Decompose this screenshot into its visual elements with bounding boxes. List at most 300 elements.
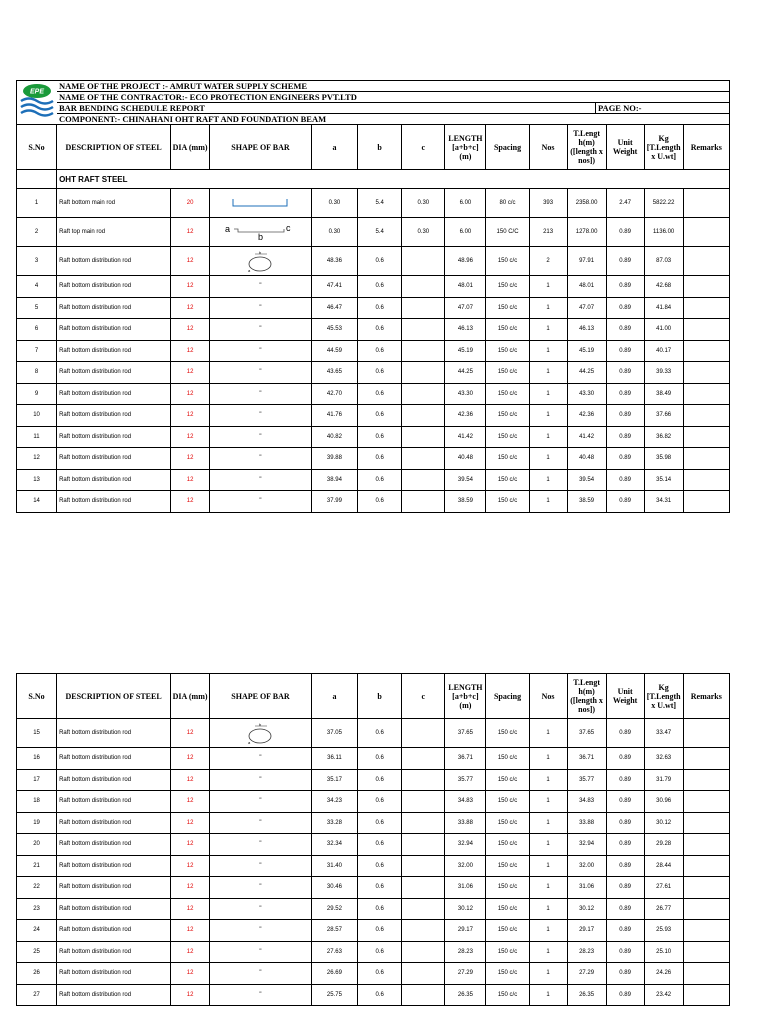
row-shape: " — [210, 791, 312, 813]
row-a: 39.88 — [311, 448, 357, 470]
row-unit-weight: 0.89 — [606, 247, 644, 276]
row-length: 28.23 — [445, 941, 486, 963]
row-sno: 26 — [17, 963, 57, 985]
row-length: 26.35 — [445, 984, 486, 1006]
row-total-length: 39.54 — [567, 469, 606, 491]
row-c — [402, 276, 445, 298]
row-kg: 29.28 — [644, 834, 683, 856]
row-unit-weight: 0.89 — [606, 877, 644, 899]
table-row — [17, 405, 730, 427]
row-spacing: 150 c/c — [486, 963, 529, 985]
row-spacing: 150 c/c — [486, 748, 529, 770]
row-total-length: 45.19 — [567, 340, 606, 362]
row-shape: " — [210, 297, 312, 319]
table-row — [17, 448, 730, 470]
row-description: Raft bottom distribution rod — [57, 405, 171, 427]
row-shape: " — [210, 276, 312, 298]
row-description: Raft bottom distribution rod — [57, 791, 171, 813]
table-row — [17, 218, 730, 247]
row-kg: 26.77 — [644, 898, 683, 920]
row-a: 45.53 — [311, 319, 357, 341]
contractor-name: NAME OF THE CONTRACTOR:- ECO PROTECTION ENGINEERS PVT.LTD — [57, 92, 729, 103]
col-dia: DIA (mm) — [171, 125, 210, 170]
row-dia: 12 — [171, 383, 210, 405]
table-row — [17, 383, 730, 405]
row-total-length: 26.35 — [567, 984, 606, 1006]
row-total-length: 33.88 — [567, 812, 606, 834]
row-nos: 1 — [529, 941, 567, 963]
row-c — [402, 297, 445, 319]
row-length: 37.65 — [445, 719, 486, 748]
row-c — [402, 855, 445, 877]
row-spacing: 150 c/c — [486, 941, 529, 963]
row-remarks — [683, 812, 729, 834]
row-description: Raft bottom distribution rod — [57, 319, 171, 341]
row-kg: 23.42 — [644, 984, 683, 1006]
row-dia: 12 — [171, 963, 210, 985]
row-description: Raft bottom distribution rod — [57, 898, 171, 920]
row-description: Raft bottom distribution rod — [57, 448, 171, 470]
row-b: 0.6 — [358, 963, 402, 985]
row-c — [402, 791, 445, 813]
row-unit-weight: 0.89 — [606, 941, 644, 963]
col-nos: Nos — [529, 674, 567, 719]
row-unit-weight: 2.47 — [606, 189, 644, 218]
row-unit-weight: 0.89 — [606, 405, 644, 427]
col-length: LENGTH [a+b+c] (m) — [445, 674, 486, 719]
row-c — [402, 383, 445, 405]
row-description: Raft bottom distribution rod — [57, 719, 171, 748]
row-shape: " — [210, 920, 312, 942]
row-description: Raft bottom distribution rod — [57, 920, 171, 942]
row-remarks — [683, 189, 729, 218]
row-total-length: 1278.00 — [567, 218, 606, 247]
row-spacing: 150 c/c — [486, 297, 529, 319]
row-sno: 22 — [17, 877, 57, 899]
col-description: DESCRIPTION OF STEEL — [57, 674, 171, 719]
row-a: 33.28 — [311, 812, 357, 834]
row-c — [402, 362, 445, 384]
row-total-length: 48.01 — [567, 276, 606, 298]
shape-label-b: b — [259, 250, 262, 255]
row-sno: 12 — [17, 448, 57, 470]
col-unit-weight: Unit Weight — [606, 674, 644, 719]
row-a: 42.70 — [311, 383, 357, 405]
row-c — [402, 719, 445, 748]
row-kg: 87.03 — [644, 247, 683, 276]
row-total-length: 43.30 — [567, 383, 606, 405]
row-c — [402, 984, 445, 1006]
table-row — [17, 963, 730, 985]
row-b: 0.6 — [358, 362, 402, 384]
bbs-table-2 — [16, 673, 730, 1006]
row-length: 31.06 — [445, 877, 486, 899]
row-nos: 1 — [529, 855, 567, 877]
table-row — [17, 426, 730, 448]
row-remarks — [683, 383, 729, 405]
row-nos: 213 — [529, 218, 567, 247]
row-total-length: 38.59 — [567, 491, 606, 513]
row-length: 34.83 — [445, 791, 486, 813]
row-c — [402, 920, 445, 942]
shape-label-a: a — [248, 740, 251, 745]
row-kg: 34.31 — [644, 491, 683, 513]
row-remarks — [683, 276, 729, 298]
table-row — [17, 719, 730, 748]
row-description: Raft bottom distribution rod — [57, 362, 171, 384]
row-nos: 1 — [529, 898, 567, 920]
row-b: 0.6 — [358, 276, 402, 298]
row-remarks — [683, 218, 729, 247]
row-remarks — [683, 834, 729, 856]
row-sno: 27 — [17, 984, 57, 1006]
component-name: COMPONENT:- CHINAHANI OHT RAFT AND FOUNDATION BEAM — [59, 114, 327, 124]
row-length: 30.12 — [445, 898, 486, 920]
row-sno: 8 — [17, 362, 57, 384]
row-description: Raft bottom distribution rod — [57, 963, 171, 985]
row-unit-weight: 0.89 — [606, 748, 644, 770]
row-b: 0.6 — [358, 791, 402, 813]
row-dia: 12 — [171, 719, 210, 748]
row-nos: 1 — [529, 769, 567, 791]
row-nos: 1 — [529, 877, 567, 899]
row-spacing: 150 c/c — [486, 276, 529, 298]
row-remarks — [683, 791, 729, 813]
row-unit-weight: 0.89 — [606, 448, 644, 470]
row-nos: 1 — [529, 491, 567, 513]
row-remarks — [683, 319, 729, 341]
shape-label-b: b — [258, 232, 264, 241]
row-spacing: 150 c/c — [486, 247, 529, 276]
row-shape: " — [210, 748, 312, 770]
report-header — [16, 80, 730, 124]
row-spacing: 80 c/c — [486, 189, 529, 218]
row-b: 5.4 — [358, 189, 402, 218]
col-length: LENGTH [a+b+c] (m) — [445, 125, 486, 170]
row-c — [402, 812, 445, 834]
col-c: c — [402, 125, 445, 170]
row-a: 27.63 — [311, 941, 357, 963]
row-unit-weight: 0.89 — [606, 297, 644, 319]
table-row — [17, 877, 730, 899]
row-nos: 1 — [529, 963, 567, 985]
row-unit-weight: 0.89 — [606, 769, 644, 791]
abc-bar-shape-icon — [224, 223, 296, 241]
col-c: c — [402, 674, 445, 719]
row-b: 0.6 — [358, 297, 402, 319]
row-dia: 12 — [171, 319, 210, 341]
row-remarks — [683, 898, 729, 920]
col-total-length: T.Lengt h(m) ([length x nos]) — [567, 125, 606, 170]
row-a: 29.52 — [311, 898, 357, 920]
row-sno: 11 — [17, 426, 57, 448]
col-spacing: Spacing — [486, 125, 529, 170]
row-c — [402, 748, 445, 770]
row-length: 48.01 — [445, 276, 486, 298]
row-length: 47.07 — [445, 297, 486, 319]
row-nos: 1 — [529, 920, 567, 942]
row-spacing: 150 c/c — [486, 362, 529, 384]
table-row — [17, 362, 730, 384]
row-description: Raft bottom distribution rod — [57, 340, 171, 362]
project-name: NAME OF THE PROJECT :- AMRUT WATER SUPPLY SCHEME — [57, 81, 729, 92]
row-unit-weight: 0.89 — [606, 834, 644, 856]
row-total-length: 30.12 — [567, 898, 606, 920]
row-dia: 12 — [171, 405, 210, 427]
row-a: 34.23 — [311, 791, 357, 813]
row-dia: 12 — [171, 297, 210, 319]
row-shape: " — [210, 834, 312, 856]
row-kg: 24.26 — [644, 963, 683, 985]
row-length: 43.30 — [445, 383, 486, 405]
col-dia: DIA (mm) — [171, 674, 210, 719]
row-unit-weight: 0.89 — [606, 218, 644, 247]
row-description: Raft bottom distribution rod — [57, 469, 171, 491]
row-dia: 12 — [171, 941, 210, 963]
row-shape — [210, 218, 312, 247]
row-length: 41.42 — [445, 426, 486, 448]
row-sno: 20 — [17, 834, 57, 856]
ring-shape-icon — [245, 249, 275, 273]
row-description: Raft bottom distribution rod — [57, 748, 171, 770]
row-spacing: 150 c/c — [486, 877, 529, 899]
row-kg: 35.14 — [644, 469, 683, 491]
row-c: 0.30 — [402, 189, 445, 218]
row-unit-weight: 0.89 — [606, 898, 644, 920]
row-a: 25.75 — [311, 984, 357, 1006]
ring-shape-icon — [245, 721, 275, 745]
row-length: 45.19 — [445, 340, 486, 362]
table-row — [17, 920, 730, 942]
row-spacing: 150 C/C — [486, 218, 529, 247]
row-nos: 2 — [529, 247, 567, 276]
row-a: 36.11 — [311, 748, 357, 770]
row-unit-weight: 0.89 — [606, 963, 644, 985]
row-description: Raft bottom main rod — [57, 189, 171, 218]
row-spacing: 150 c/c — [486, 383, 529, 405]
col-spacing: Spacing — [486, 674, 529, 719]
row-length: 6.00 — [445, 218, 486, 247]
row-remarks — [683, 855, 729, 877]
row-remarks — [683, 941, 729, 963]
table-row — [17, 491, 730, 513]
row-length: 44.25 — [445, 362, 486, 384]
row-shape: " — [210, 448, 312, 470]
row-sno: 2 — [17, 218, 57, 247]
row-spacing: 150 c/c — [486, 834, 529, 856]
row-shape: " — [210, 769, 312, 791]
row-kg: 41.84 — [644, 297, 683, 319]
row-kg: 41.00 — [644, 319, 683, 341]
row-shape: " — [210, 491, 312, 513]
row-total-length: 36.71 — [567, 748, 606, 770]
table-row — [17, 941, 730, 963]
row-b: 0.6 — [358, 405, 402, 427]
row-unit-weight: 0.89 — [606, 719, 644, 748]
row-a: 41.76 — [311, 405, 357, 427]
row-nos: 1 — [529, 426, 567, 448]
row-length: 39.54 — [445, 469, 486, 491]
row-shape: " — [210, 984, 312, 1006]
row-remarks — [683, 340, 729, 362]
row-spacing: 150 c/c — [486, 426, 529, 448]
row-sno: 17 — [17, 769, 57, 791]
row-a: 0.30 — [311, 189, 357, 218]
row-b: 0.6 — [358, 984, 402, 1006]
row-c — [402, 405, 445, 427]
row-total-length: 29.17 — [567, 920, 606, 942]
row-nos: 1 — [529, 719, 567, 748]
row-b: 0.6 — [358, 812, 402, 834]
row-length: 32.94 — [445, 834, 486, 856]
row-dia: 12 — [171, 748, 210, 770]
row-dia: 12 — [171, 834, 210, 856]
row-unit-weight: 0.89 — [606, 812, 644, 834]
row-b: 0.6 — [358, 491, 402, 513]
row-a: 35.17 — [311, 769, 357, 791]
row-spacing: 150 c/c — [486, 319, 529, 341]
row-remarks — [683, 963, 729, 985]
row-description: Raft bottom distribution rod — [57, 491, 171, 513]
row-sno: 3 — [17, 247, 57, 276]
row-dia: 12 — [171, 855, 210, 877]
row-total-length: 44.25 — [567, 362, 606, 384]
row-total-length: 46.13 — [567, 319, 606, 341]
row-shape: " — [210, 426, 312, 448]
row-sno: 14 — [17, 491, 57, 513]
row-b: 0.6 — [358, 920, 402, 942]
row-kg: 38.49 — [644, 383, 683, 405]
row-sno: 5 — [17, 297, 57, 319]
col-nos: Nos — [529, 125, 567, 170]
row-total-length: 32.94 — [567, 834, 606, 856]
row-total-length: 97.91 — [567, 247, 606, 276]
row-b: 0.6 — [358, 719, 402, 748]
col-b: b — [358, 674, 402, 719]
table-row — [17, 297, 730, 319]
row-a: 44.59 — [311, 340, 357, 362]
row-b: 0.6 — [358, 877, 402, 899]
col-kg: Kg [T.Length x U.wt] — [644, 125, 683, 170]
row-c — [402, 469, 445, 491]
u-bar-shape-icon — [230, 197, 290, 209]
table-row — [17, 791, 730, 813]
row-dia: 12 — [171, 791, 210, 813]
row-dia: 12 — [171, 898, 210, 920]
row-dia: 12 — [171, 276, 210, 298]
row-spacing: 150 c/c — [486, 491, 529, 513]
row-total-length: 32.00 — [567, 855, 606, 877]
row-b: 0.6 — [358, 748, 402, 770]
row-description: Raft bottom distribution rod — [57, 984, 171, 1006]
row-dia: 12 — [171, 984, 210, 1006]
row-spacing: 150 c/c — [486, 405, 529, 427]
row-nos: 1 — [529, 319, 567, 341]
section-title: OHT RAFT STEEL — [57, 170, 210, 189]
row-a: 31.40 — [311, 855, 357, 877]
row-nos: 1 — [529, 834, 567, 856]
row-c — [402, 491, 445, 513]
row-nos: 1 — [529, 448, 567, 470]
row-shape: " — [210, 877, 312, 899]
row-a: 40.82 — [311, 426, 357, 448]
row-spacing: 150 c/c — [486, 920, 529, 942]
row-remarks — [683, 247, 729, 276]
row-shape: " — [210, 405, 312, 427]
row-remarks — [683, 920, 729, 942]
row-description: Raft bottom distribution rod — [57, 834, 171, 856]
row-dia: 12 — [171, 491, 210, 513]
row-shape: " — [210, 855, 312, 877]
row-unit-weight: 0.89 — [606, 362, 644, 384]
row-a: 32.34 — [311, 834, 357, 856]
row-nos: 1 — [529, 469, 567, 491]
row-a: 37.05 — [311, 719, 357, 748]
row-total-length: 40.48 — [567, 448, 606, 470]
row-unit-weight: 0.89 — [606, 383, 644, 405]
row-total-length: 34.83 — [567, 791, 606, 813]
row-kg: 37.66 — [644, 405, 683, 427]
row-shape: " — [210, 469, 312, 491]
logo-text: EPE — [29, 88, 45, 96]
row-unit-weight: 0.89 — [606, 426, 644, 448]
row-c — [402, 963, 445, 985]
row-remarks — [683, 426, 729, 448]
row-remarks — [683, 491, 729, 513]
row-length: 32.00 — [445, 855, 486, 877]
table-row — [17, 855, 730, 877]
table-row — [17, 748, 730, 770]
row-nos: 1 — [529, 791, 567, 813]
row-sno: 16 — [17, 748, 57, 770]
row-b: 0.6 — [358, 383, 402, 405]
row-sno: 18 — [17, 791, 57, 813]
row-kg: 28.44 — [644, 855, 683, 877]
row-unit-weight: 0.89 — [606, 276, 644, 298]
row-shape: " — [210, 362, 312, 384]
row-shape: " — [210, 340, 312, 362]
shape-label-a: a — [248, 268, 251, 273]
row-spacing: 150 c/c — [486, 898, 529, 920]
schedule-sheet-1 — [16, 80, 730, 513]
row-b: 0.6 — [358, 469, 402, 491]
row-remarks — [683, 877, 729, 899]
row-sno: 4 — [17, 276, 57, 298]
row-b: 0.6 — [358, 340, 402, 362]
row-nos: 1 — [529, 362, 567, 384]
row-spacing: 150 c/c — [486, 448, 529, 470]
row-total-length: 2358.00 — [567, 189, 606, 218]
row-kg: 35.98 — [644, 448, 683, 470]
row-length: 33.88 — [445, 812, 486, 834]
row-unit-weight: 0.89 — [606, 984, 644, 1006]
row-a: 0.30 — [311, 218, 357, 247]
row-sno: 19 — [17, 812, 57, 834]
row-sno: 13 — [17, 469, 57, 491]
row-kg: 32.63 — [644, 748, 683, 770]
row-unit-weight: 0.89 — [606, 491, 644, 513]
table-row — [17, 984, 730, 1006]
row-spacing: 150 c/c — [486, 791, 529, 813]
row-c — [402, 426, 445, 448]
row-total-length: 47.07 — [567, 297, 606, 319]
row-kg: 36.82 — [644, 426, 683, 448]
shape-label-c: c — [286, 223, 291, 233]
row-b: 0.6 — [358, 941, 402, 963]
shape-label-a: a — [225, 224, 231, 234]
row-unit-weight: 0.89 — [606, 340, 644, 362]
row-shape: " — [210, 898, 312, 920]
